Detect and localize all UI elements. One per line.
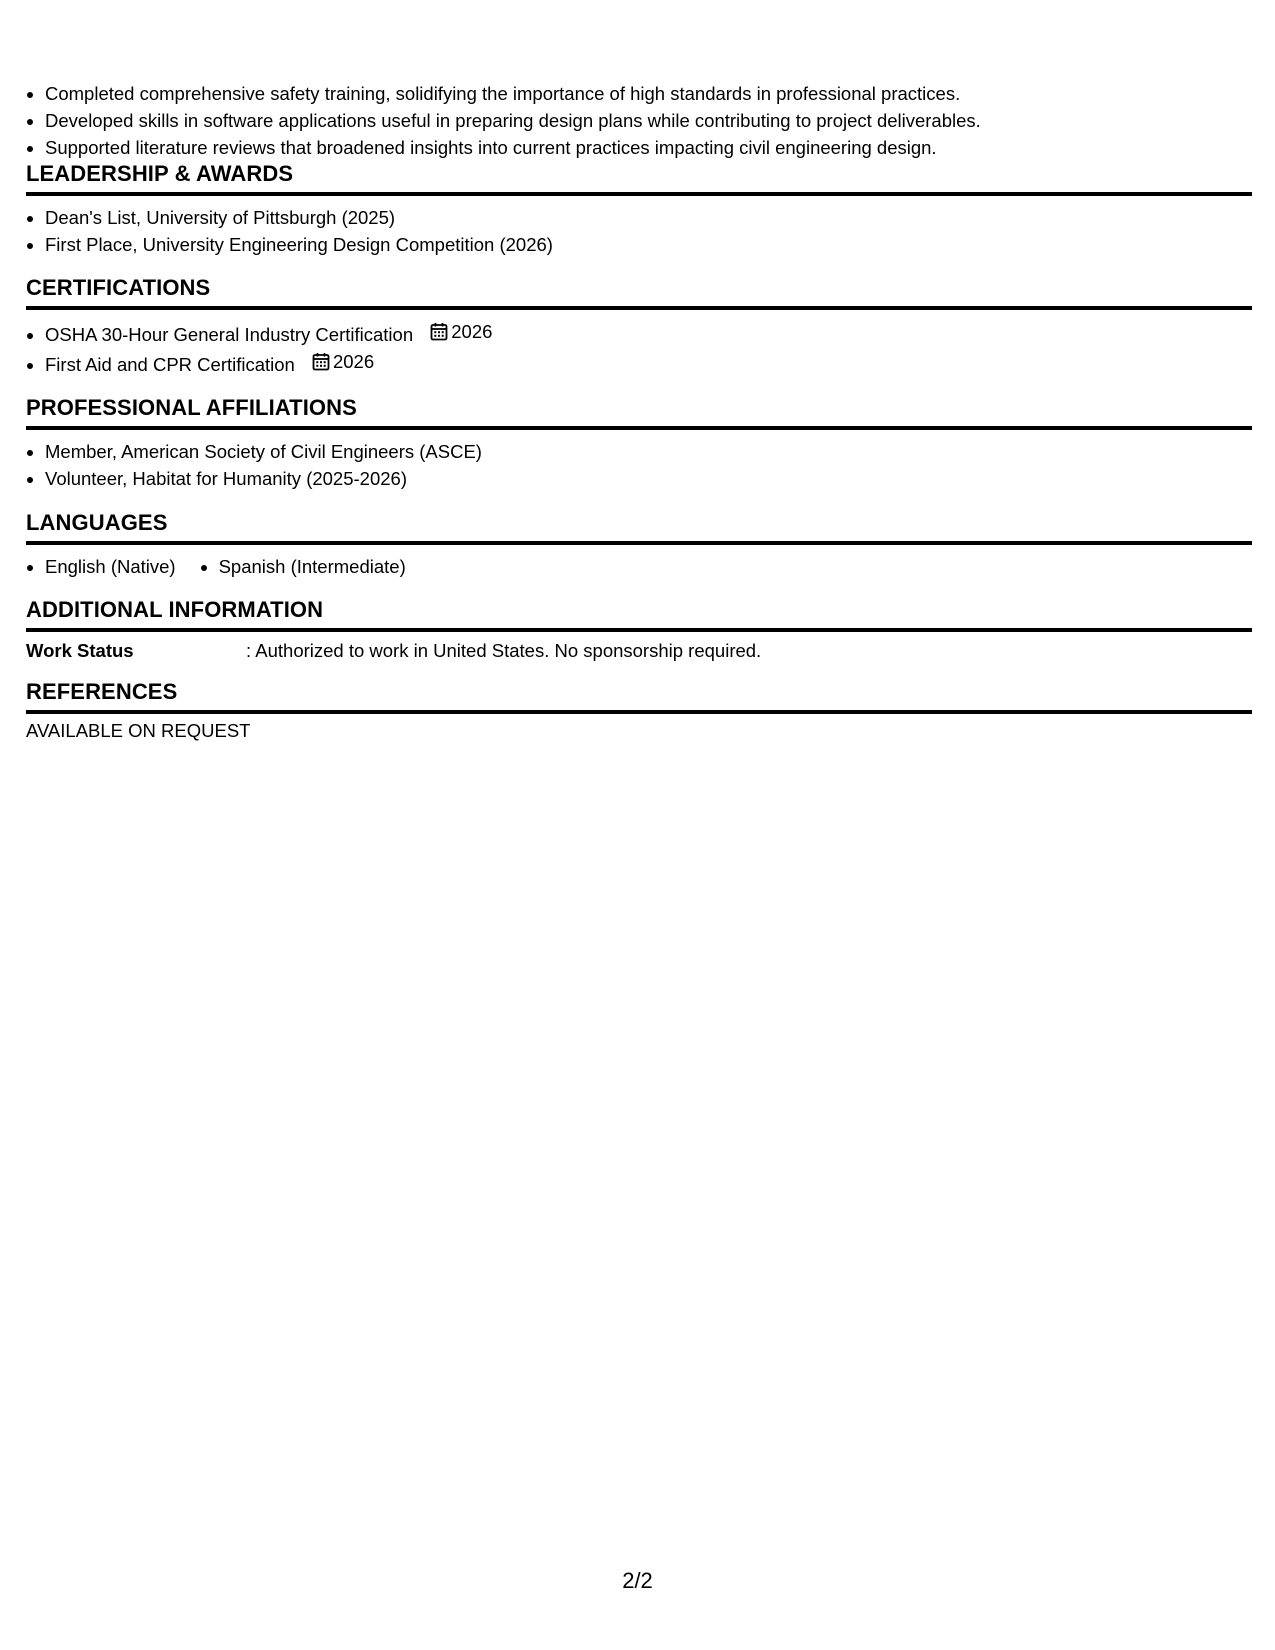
section-title: PROFESSIONAL AFFILIATIONS — [26, 395, 1252, 430]
work-status-value: : Authorized to work in United States. No sponsorship required. — [246, 640, 762, 661]
resume-page — [26, 80, 1252, 744]
list-item: • Volunteer, Habitat for Humanity (2025-2026) — [45, 465, 1252, 492]
list-item: • English (Native) — [45, 553, 176, 580]
certifications-list — [26, 318, 1252, 378]
languages-list — [26, 553, 430, 580]
certification-name: First Aid and CPR Certification — [45, 354, 295, 375]
work-status-row — [26, 637, 1252, 664]
list-item — [45, 348, 1252, 378]
list-item: • Supported literature reviews that broadened insights into current practices impacting civil engineering design. — [45, 134, 1252, 161]
list-item: • Member, American Society of Civil Engineers (ASCE) — [45, 438, 1252, 465]
section-title: CERTIFICATIONS — [26, 275, 1252, 310]
section-title: LEADERSHIP & AWARDS — [26, 161, 1252, 196]
affiliations-section — [26, 395, 1252, 492]
certifications-section — [26, 275, 1252, 378]
section-title: ADDITIONAL INFORMATION — [26, 597, 1252, 632]
certification-year: 2026 — [332, 351, 375, 372]
languages-section — [26, 510, 1252, 580]
page-number: 2/2 — [622, 1568, 653, 1593]
experience-bullet-list — [26, 80, 1252, 161]
list-item: • Developed skills in software applications useful in preparing design plans while contributing to project deliverables. — [45, 107, 1252, 134]
leadership-list — [26, 204, 1252, 258]
references-section — [26, 679, 1252, 744]
list-item: • Dean's List, University of Pittsburgh (2025) — [45, 204, 1252, 231]
list-item: • Completed comprehensive safety training, solidifying the importance of high standards in professional practices. — [45, 80, 1252, 107]
section-title: LANGUAGES — [26, 510, 1252, 545]
section-title: REFERENCES — [26, 679, 1252, 714]
list-item: • Spanish (Intermediate) — [219, 553, 406, 580]
references-text: AVAILABLE ON REQUEST — [26, 720, 251, 741]
certification-year: 2026 — [451, 321, 493, 342]
affiliations-list — [26, 438, 1252, 492]
certification-name: OSHA 30-Hour General Industry Certification — [45, 324, 414, 345]
leadership-section — [26, 161, 1252, 258]
additional-information-section — [26, 597, 1252, 664]
certification-date — [312, 348, 374, 375]
work-status-label: Work Status — [26, 640, 134, 661]
list-item — [45, 318, 1252, 348]
calendar-icon — [430, 322, 448, 341]
calendar-icon — [312, 352, 330, 371]
certification-date — [430, 318, 492, 345]
list-item: • First Place, University Engineering Design Competition (2026) — [45, 231, 1252, 258]
